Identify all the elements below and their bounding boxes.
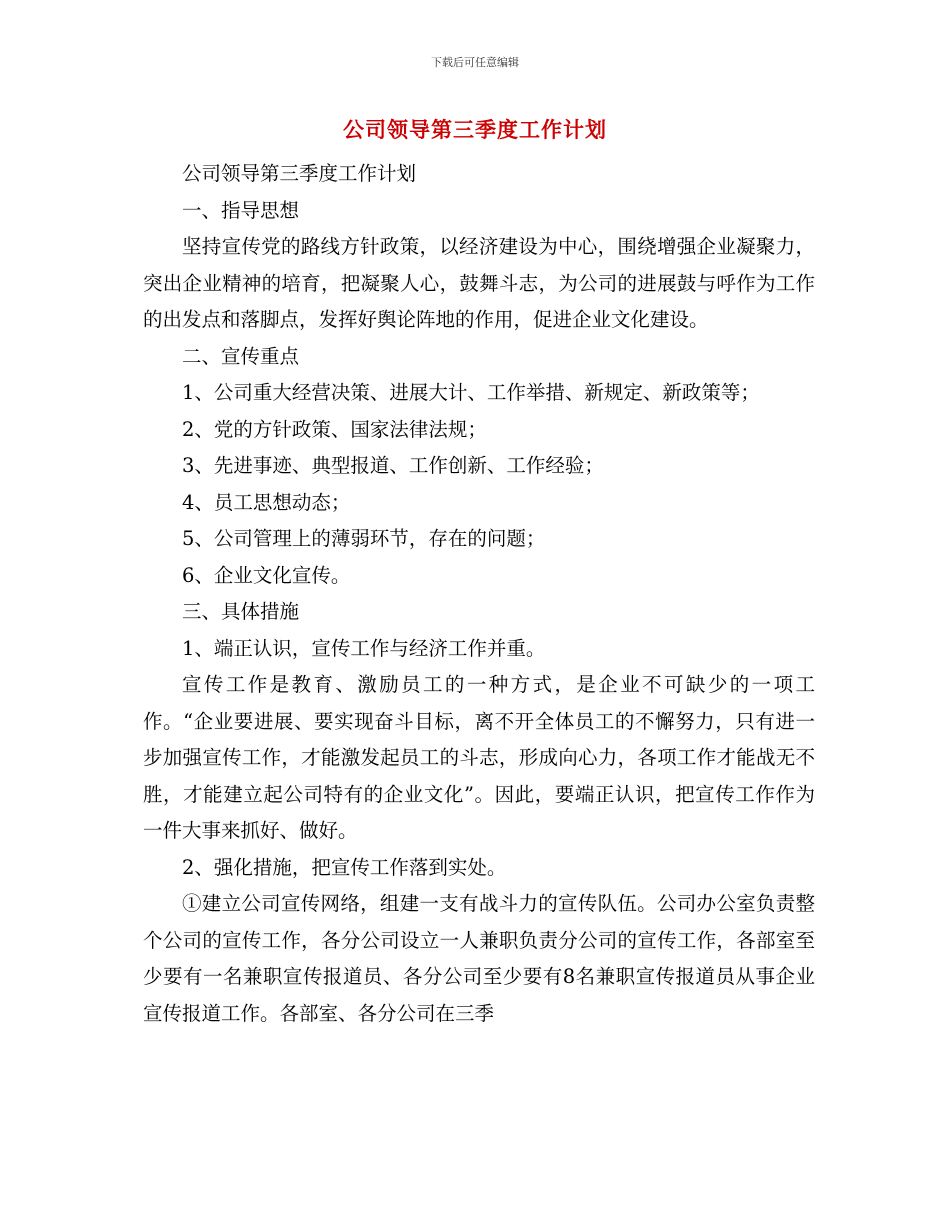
document-body — [143, 156, 815, 1032]
section-heading-measures: 三、具体措施 — [182, 600, 300, 623]
header-note: 下载后可任意编辑 — [431, 56, 519, 69]
paragraph-guiding-ideology: 坚持宣传党的路线方针政策，以经济建设为中心，围绕增强企业凝聚力，突出企业精神的培育，把凝聚人心，鼓舞斗志，为公司的进展鼓与呼作为工作的出发点和落脚点，发挥好舆论阵地的作用，促进企业文化建设。 — [143, 235, 815, 331]
paragraph-measure-1: 宣传工作是教育、激励员工的一种方式，是企业不可缺少的一项工作。“企业要进展、要实现奋斗目标，离不开全体员工的不懈努力，只有进一步加强宣传工作，才能激发起员工的斗志，形成向心力，各项工作才能战无不胜，才能建立起公司特有的企业文化”。因此，要端正认识，把宣传工作作为一件大事来抓好、做好。 — [143, 673, 815, 842]
list-item-focus-5: 5、公司管理上的薄弱环节，存在的问题； — [182, 527, 546, 550]
document-title: 公司领导第三季度工作计划 — [343, 118, 607, 142]
section-heading-publicity-focus: 二、宣传重点 — [182, 344, 300, 368]
list-item-focus-3: 3、先进事迹、典型报道、工作创新、工作经验； — [182, 454, 604, 477]
list-item-focus-2: 2、党的方针政策、国家法律法规； — [182, 417, 487, 441]
paragraph-subtitle: 公司领导第三季度工作计划 — [182, 162, 417, 185]
paragraph-measure-2-item-1: ①建立公司宣传网络，组建一支有战斗力的宣传队伍。公司办公室负责整个公司的宣传工作，各分公司设立一人兼职负责分公司的宣传工作，各部室至少要有一名兼职宣传报道员、各分公司至少要有8名兼职宣传报道员从事企业宣传报道工作。各部室、各分公司在三季 — [143, 892, 815, 1025]
measure-heading-1: 1、端正认识，宣传工作与经济工作并重。 — [182, 636, 546, 660]
list-item-focus-4: 4、员工思想动态； — [182, 490, 351, 514]
measure-heading-2: 2、强化措施，把宣传工作落到实处。 — [182, 855, 507, 879]
section-heading-guiding-ideology: 一、指导思想 — [182, 198, 300, 222]
list-item-focus-6: 6、企业文化宣传。 — [182, 563, 351, 587]
list-item-focus-1: 1、公司重大经营决策、进展大计、工作举措、新规定、新政策等； — [182, 381, 760, 404]
